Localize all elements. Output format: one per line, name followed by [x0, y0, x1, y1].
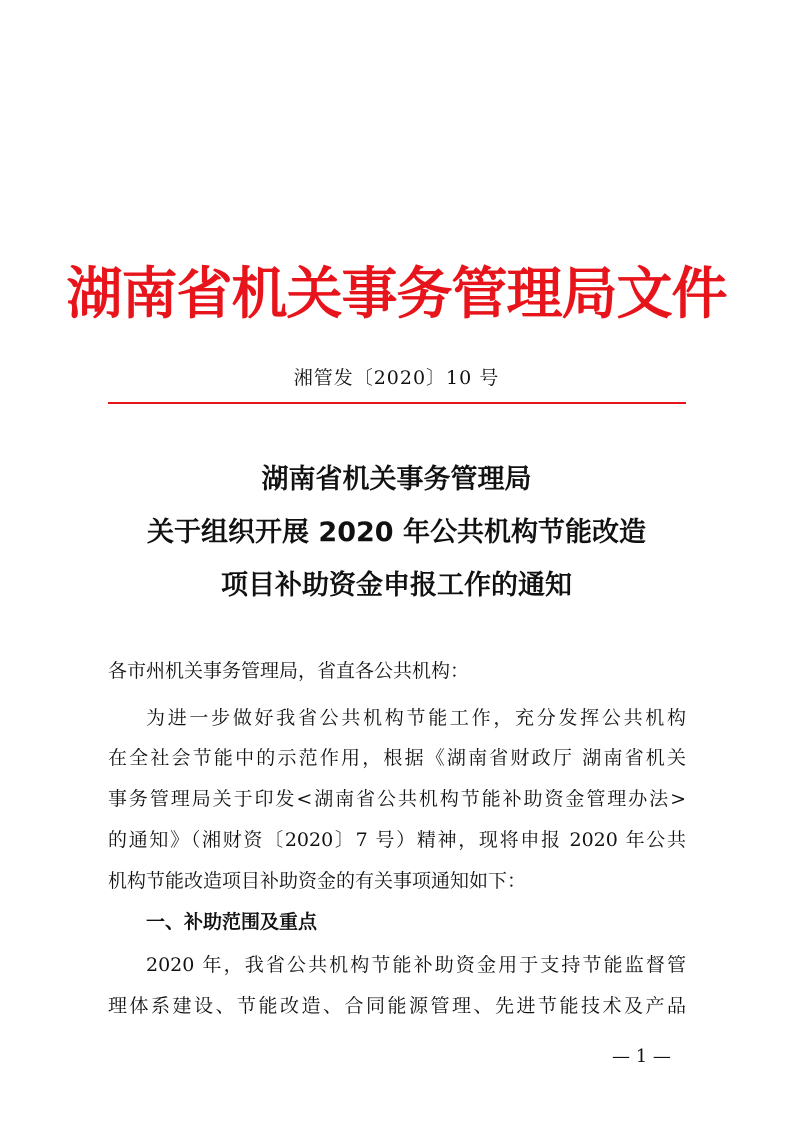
paragraph-1-line-2: 在全社会节能中的示范作用，根据《湖南省财政厅 湖南省机关 [108, 747, 686, 769]
page-number: — 1 — [612, 1046, 671, 1067]
document-title-line-1: 湖南省机关事务管理局 [261, 464, 532, 495]
paragraph-1-line-4: 的通知》（湘财资〔2020〕7 号）精神，现将申报 2020 年公共 [108, 829, 686, 851]
red-divider-line [108, 402, 686, 404]
paragraph-1-line-1: 为进一步做好我省公共机构节能工作，充分发挥公共机构 [146, 707, 686, 729]
document-masthead: 湖南省机关事务管理局文件 [66, 261, 727, 327]
paragraph-1-line-3: 事务管理局关于印发<湖南省公共机构节能补助资金管理办法> [108, 788, 686, 810]
paragraph-1-line-5: 机构节能改造项目补助资金的有关事项通知如下： [108, 870, 527, 892]
document-title-line-2: 关于组织开展 2020 年公共机构节能改造 [147, 517, 646, 548]
section-1-heading: 一、补助范围及重点 [146, 911, 318, 933]
paragraph-2-line-1: 2020 年，我省公共机构节能补助资金用于支持节能监督管 [146, 954, 686, 976]
paragraph-2-line-2: 理体系建设、节能改造、合同能源管理、先进节能技术及产品 [108, 995, 686, 1017]
document-number: 湘管发〔2020〕10 号 [293, 367, 500, 389]
salutation: 各市州机关事务管理局，省直各公共机构： [108, 660, 470, 682]
document-title-line-3: 项目补助资金申报工作的通知 [221, 570, 572, 601]
